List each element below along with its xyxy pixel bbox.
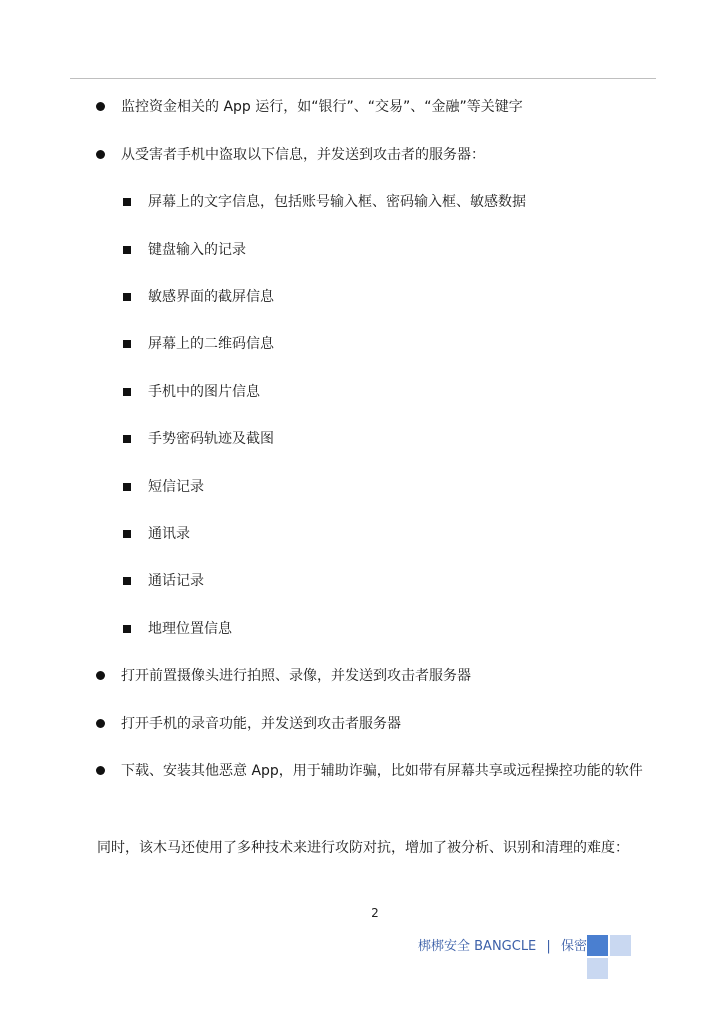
- bullet-dot-icon: [96, 719, 105, 728]
- bullet-text: 监控资金相关的 App 运行，如“银行”、“交易”、“金融”等关键字: [121, 99, 523, 115]
- sub-bullet-text: 手机中的图片信息: [148, 384, 260, 400]
- classification-label: 保密: [560, 939, 587, 954]
- bullet-square-icon: [123, 293, 131, 301]
- bullet-square-icon: [123, 340, 131, 348]
- bullet-text: 打开前置摄像头进行拍照、录像，并发送到攻击者服务器: [121, 668, 471, 684]
- bullet-square-icon: [123, 198, 131, 206]
- logo-square-light: [610, 935, 631, 956]
- sub-bullet-text: 敏感界面的截屏信息: [148, 289, 274, 305]
- bullet-text: 从受害者手机中盗取以下信息，并发送到攻击者的服务器：: [121, 147, 485, 163]
- brand-name: 梆梆安全 BANGCLE: [418, 939, 537, 954]
- bullet-square-icon: [123, 625, 131, 633]
- bullet-text: 下载、安装其他恶意 App，用于辅助诈骗，比如带有屏幕共享或远程操控功能的软件: [121, 763, 643, 779]
- sub-bullet-text: 屏幕上的二维码信息: [148, 336, 274, 352]
- bullet-text: 打开手机的录音功能，并发送到攻击者服务器: [121, 716, 401, 732]
- sub-bullet-text: 手势密码轨迹及截图: [148, 431, 274, 447]
- bullet-square-icon: [123, 388, 131, 396]
- footer-branding: [418, 935, 587, 954]
- sub-bullet-text: 通话记录: [148, 573, 204, 589]
- bullet-dot-icon: [96, 766, 105, 775]
- footer-separator: |: [546, 939, 551, 954]
- bullet-square-icon: [123, 246, 131, 254]
- bullet-square-icon: [123, 577, 131, 585]
- sub-bullet-text: 短信记录: [148, 479, 204, 495]
- sub-bullet-text: 屏幕上的文字信息，包括账号输入框、密码输入框、敏感数据: [148, 194, 526, 210]
- logo-square-light: [587, 958, 608, 979]
- sub-bullet-text: 地理位置信息: [148, 621, 232, 637]
- body-paragraph: 同时，该木马还使用了多种技术来进行攻防对抗，增加了被分析、识别和清理的难度：: [97, 840, 629, 856]
- bullet-square-icon: [123, 435, 131, 443]
- bullet-dot-icon: [96, 102, 105, 111]
- sub-bullet-text: 键盘输入的记录: [148, 242, 246, 258]
- bullet-dot-icon: [96, 671, 105, 680]
- page-number: 2: [371, 906, 379, 920]
- bullet-dot-icon: [96, 150, 105, 159]
- header-rule: [70, 78, 656, 79]
- sub-bullet-text: 通讯录: [148, 526, 190, 542]
- bullet-square-icon: [123, 530, 131, 538]
- logo-square-dark: [587, 935, 608, 956]
- bullet-square-icon: [123, 483, 131, 491]
